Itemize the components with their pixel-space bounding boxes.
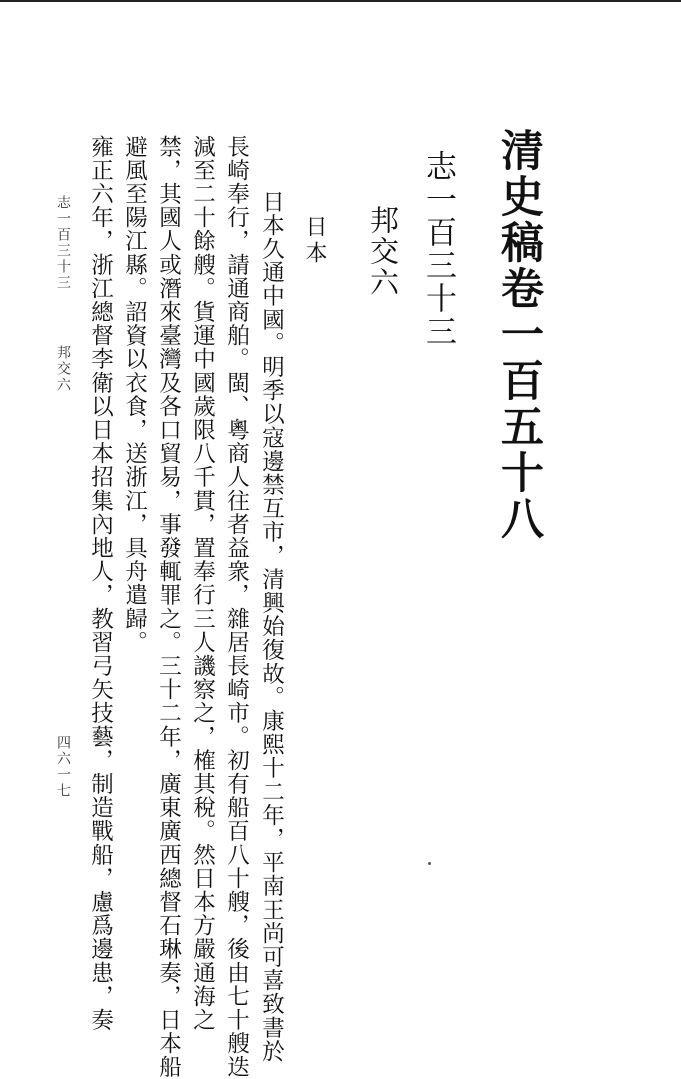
body-text-column: 減至二十餘艘。貨運中國歲限八千貫，置奉行三人譏察之，榷其稅。然日本方嚴通海之 — [189, 135, 216, 1032]
ink-speck — [428, 862, 431, 865]
chapter-title: 清史稿卷一百五十八 — [494, 128, 544, 542]
body-text-column: 日本久通中國。明季以寇邊禁互市，清興始復故。康熙十二年，平南王尚可喜致書於 — [258, 190, 285, 1064]
treatise-number: 志一百三十三 — [420, 150, 456, 348]
section-heading: 邦交六 — [366, 205, 400, 298]
footer-volume: 志一百三十三 — [55, 195, 71, 291]
country-heading: 日本 — [302, 215, 327, 267]
footer-section: 邦交六 — [55, 345, 71, 393]
page-top-border — [0, 0, 681, 2]
body-text-column: 長崎奉行，請通商舶。閩、粵商人往者益衆，雜居長崎市。初有船百八十艘，後由七十艘迭 — [223, 135, 250, 1079]
body-text-column: 雍正六年，浙江總督李衛以日本招集內地人，教習弓矢技藝，制造戰船，慮爲邊患，奏 — [87, 135, 114, 1032]
body-text-column: 禁，其國人或潛來臺灣及各口貿易，事發輒罪之。三十二年，廣東廣西總督石琳奏，日本船 — [155, 135, 182, 1079]
page-number: 四六一七 — [55, 735, 71, 799]
body-text-column: 避風至陽江縣。詔資以衣食，送浙江，具舟遣歸。 — [121, 135, 148, 655]
